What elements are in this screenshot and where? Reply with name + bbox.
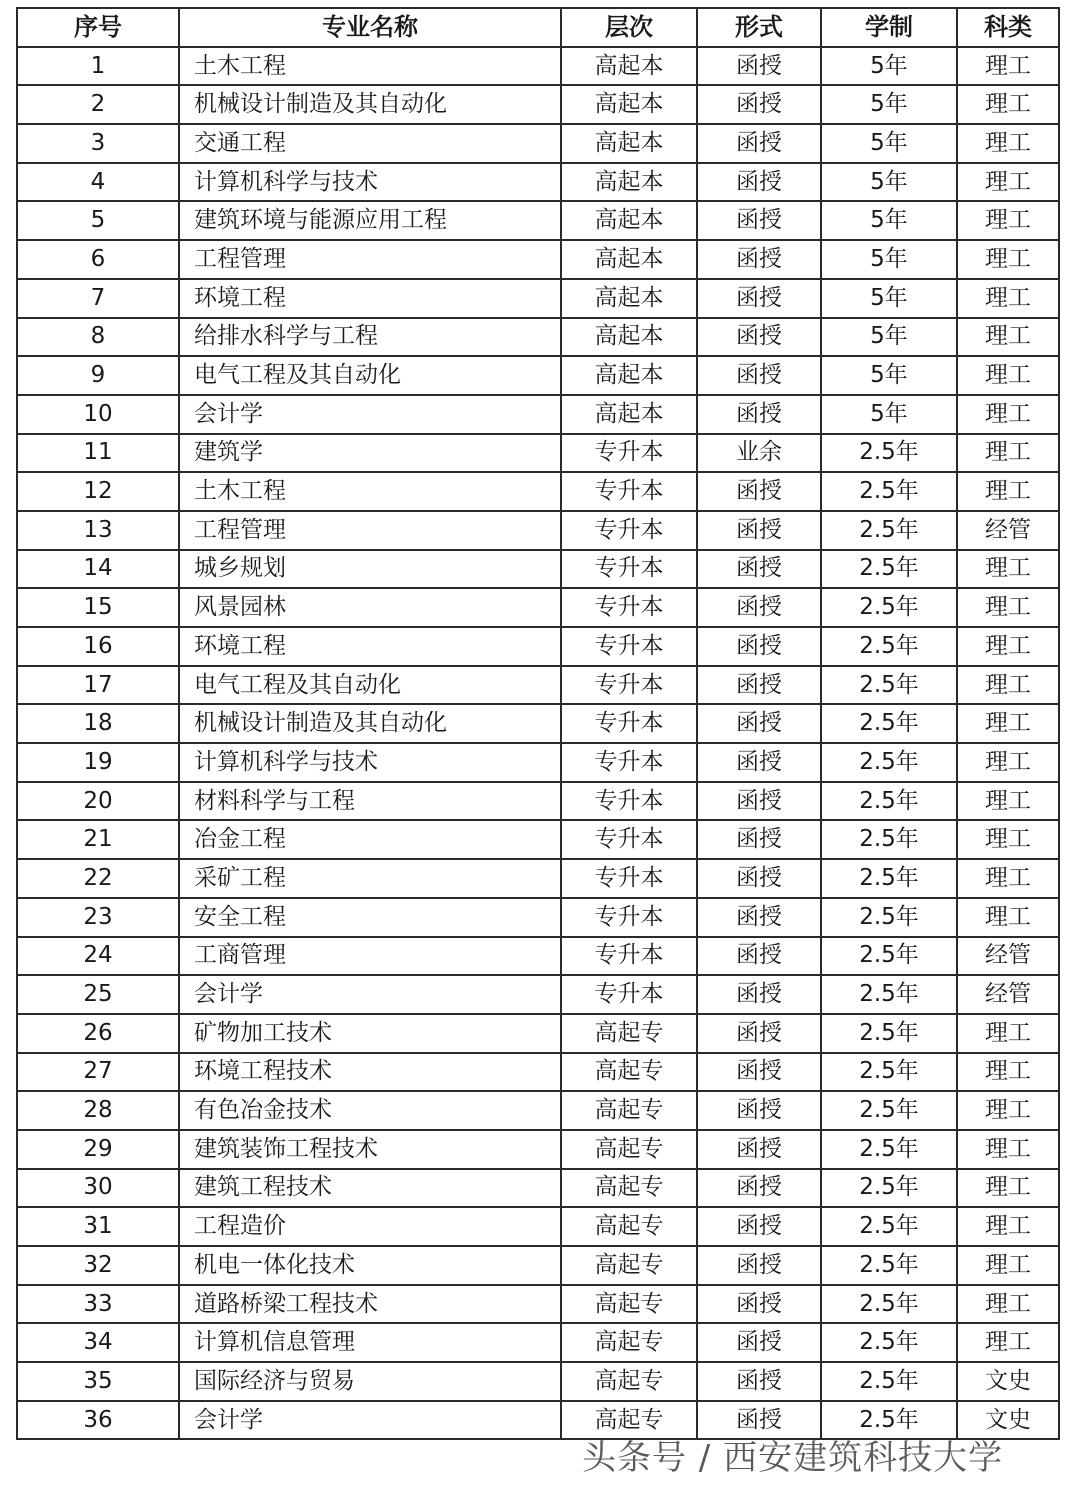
cell-form: 函授 bbox=[697, 937, 821, 976]
cell-major-name: 风景园林 bbox=[179, 588, 561, 627]
cell-form: 函授 bbox=[697, 1053, 821, 1092]
cell-duration: 5年 bbox=[821, 356, 957, 395]
cell-form: 函授 bbox=[697, 1401, 821, 1440]
cell-duration: 2.5年 bbox=[821, 666, 957, 705]
cell-level: 高起专 bbox=[561, 1169, 697, 1208]
cell-major-name: 环境工程 bbox=[179, 627, 561, 666]
cell-index: 8 bbox=[17, 318, 179, 357]
cell-duration: 2.5年 bbox=[821, 1130, 957, 1169]
cell-index: 27 bbox=[17, 1053, 179, 1092]
cell-category: 理工 bbox=[957, 1014, 1059, 1053]
cell-category: 理工 bbox=[957, 124, 1059, 163]
cell-duration: 2.5年 bbox=[821, 627, 957, 666]
cell-index: 24 bbox=[17, 937, 179, 976]
cell-duration: 2.5年 bbox=[821, 937, 957, 976]
table-row bbox=[17, 472, 1059, 511]
cell-duration: 2.5年 bbox=[821, 511, 957, 550]
cell-index: 13 bbox=[17, 511, 179, 550]
cell-form: 函授 bbox=[697, 1130, 821, 1169]
cell-form: 函授 bbox=[697, 627, 821, 666]
cell-form: 函授 bbox=[697, 1014, 821, 1053]
cell-form: 函授 bbox=[697, 395, 821, 434]
cell-index: 5 bbox=[17, 201, 179, 240]
cell-index: 21 bbox=[17, 820, 179, 859]
cell-index: 16 bbox=[17, 627, 179, 666]
cell-duration: 2.5年 bbox=[821, 1207, 957, 1246]
cell-duration: 5年 bbox=[821, 318, 957, 357]
cell-major-name: 会计学 bbox=[179, 1401, 561, 1440]
table-row bbox=[17, 47, 1059, 86]
cell-index: 3 bbox=[17, 124, 179, 163]
cell-index: 17 bbox=[17, 666, 179, 705]
cell-major-name: 工商管理 bbox=[179, 937, 561, 976]
cell-duration: 2.5年 bbox=[821, 550, 957, 589]
table-header-row bbox=[17, 8, 1059, 47]
cell-duration: 5年 bbox=[821, 163, 957, 202]
cell-category: 理工 bbox=[957, 163, 1059, 202]
table-row bbox=[17, 279, 1059, 318]
cell-level: 高起本 bbox=[561, 395, 697, 434]
cell-level: 专升本 bbox=[561, 898, 697, 937]
cell-index: 29 bbox=[17, 1130, 179, 1169]
cell-form: 函授 bbox=[697, 1169, 821, 1208]
cell-level: 高起本 bbox=[561, 240, 697, 279]
cell-form: 函授 bbox=[697, 898, 821, 937]
cell-index: 1 bbox=[17, 47, 179, 86]
cell-major-name: 电气工程及其自动化 bbox=[179, 666, 561, 705]
table-row bbox=[17, 820, 1059, 859]
table-row bbox=[17, 666, 1059, 705]
cell-form: 函授 bbox=[697, 47, 821, 86]
cell-level: 高起专 bbox=[561, 1053, 697, 1092]
cell-major-name: 有色冶金技术 bbox=[179, 1091, 561, 1130]
cell-level: 高起本 bbox=[561, 124, 697, 163]
cell-major-name: 电气工程及其自动化 bbox=[179, 356, 561, 395]
table-row bbox=[17, 1207, 1059, 1246]
cell-category: 理工 bbox=[957, 85, 1059, 124]
table-row bbox=[17, 937, 1059, 976]
cell-duration: 2.5年 bbox=[821, 1323, 957, 1362]
table-row bbox=[17, 356, 1059, 395]
cell-index: 32 bbox=[17, 1246, 179, 1285]
cell-level: 高起本 bbox=[561, 201, 697, 240]
cell-major-name: 会计学 bbox=[179, 395, 561, 434]
cell-level: 专升本 bbox=[561, 511, 697, 550]
cell-form: 函授 bbox=[697, 240, 821, 279]
table-row bbox=[17, 550, 1059, 589]
table-row bbox=[17, 434, 1059, 473]
cell-level: 高起专 bbox=[561, 1401, 697, 1440]
cell-level: 专升本 bbox=[561, 743, 697, 782]
cell-major-name: 道路桥梁工程技术 bbox=[179, 1285, 561, 1324]
majors-table-container bbox=[16, 7, 1058, 1440]
cell-index: 30 bbox=[17, 1169, 179, 1208]
cell-index: 11 bbox=[17, 434, 179, 473]
cell-duration: 2.5年 bbox=[821, 782, 957, 821]
cell-form: 函授 bbox=[697, 588, 821, 627]
cell-form: 函授 bbox=[697, 975, 821, 1014]
cell-index: 2 bbox=[17, 85, 179, 124]
header-form: 形式 bbox=[697, 8, 821, 47]
cell-category: 理工 bbox=[957, 704, 1059, 743]
cell-duration: 2.5年 bbox=[821, 743, 957, 782]
cell-category: 理工 bbox=[957, 240, 1059, 279]
cell-category: 文史 bbox=[957, 1401, 1059, 1440]
cell-level: 专升本 bbox=[561, 820, 697, 859]
cell-category: 理工 bbox=[957, 356, 1059, 395]
table-row bbox=[17, 588, 1059, 627]
cell-major-name: 计算机科学与技术 bbox=[179, 163, 561, 202]
cell-index: 36 bbox=[17, 1401, 179, 1440]
header-index: 序号 bbox=[17, 8, 179, 47]
cell-category: 文史 bbox=[957, 1362, 1059, 1401]
cell-index: 6 bbox=[17, 240, 179, 279]
cell-category: 理工 bbox=[957, 1053, 1059, 1092]
cell-level: 高起专 bbox=[561, 1323, 697, 1362]
cell-level: 专升本 bbox=[561, 782, 697, 821]
cell-index: 12 bbox=[17, 472, 179, 511]
cell-index: 28 bbox=[17, 1091, 179, 1130]
table-row bbox=[17, 743, 1059, 782]
cell-form: 函授 bbox=[697, 124, 821, 163]
cell-duration: 2.5年 bbox=[821, 820, 957, 859]
cell-duration: 2.5年 bbox=[821, 1091, 957, 1130]
cell-duration: 5年 bbox=[821, 240, 957, 279]
table-row bbox=[17, 898, 1059, 937]
cell-major-name: 建筑工程技术 bbox=[179, 1169, 561, 1208]
table-row bbox=[17, 124, 1059, 163]
cell-major-name: 环境工程技术 bbox=[179, 1053, 561, 1092]
cell-index: 14 bbox=[17, 550, 179, 589]
cell-form: 函授 bbox=[697, 279, 821, 318]
cell-level: 专升本 bbox=[561, 975, 697, 1014]
watermark-text: 头条号 / 西安建筑科技大学 bbox=[582, 1438, 1004, 1478]
cell-level: 专升本 bbox=[561, 434, 697, 473]
cell-level: 高起专 bbox=[561, 1014, 697, 1053]
cell-duration: 2.5年 bbox=[821, 1169, 957, 1208]
cell-major-name: 机械设计制造及其自动化 bbox=[179, 85, 561, 124]
cell-duration: 5年 bbox=[821, 85, 957, 124]
cell-category: 理工 bbox=[957, 859, 1059, 898]
cell-category: 理工 bbox=[957, 550, 1059, 589]
cell-level: 高起专 bbox=[561, 1285, 697, 1324]
cell-category: 理工 bbox=[957, 1130, 1059, 1169]
cell-duration: 2.5年 bbox=[821, 1246, 957, 1285]
cell-form: 函授 bbox=[697, 1362, 821, 1401]
cell-index: 10 bbox=[17, 395, 179, 434]
cell-major-name: 工程管理 bbox=[179, 511, 561, 550]
table-row bbox=[17, 201, 1059, 240]
table-row bbox=[17, 1323, 1059, 1362]
cell-level: 专升本 bbox=[561, 588, 697, 627]
table-row bbox=[17, 511, 1059, 550]
cell-level: 高起专 bbox=[561, 1207, 697, 1246]
cell-category: 理工 bbox=[957, 395, 1059, 434]
table-row bbox=[17, 85, 1059, 124]
cell-category: 经管 bbox=[957, 937, 1059, 976]
cell-major-name: 土木工程 bbox=[179, 472, 561, 511]
cell-major-name: 建筑装饰工程技术 bbox=[179, 1130, 561, 1169]
cell-major-name: 环境工程 bbox=[179, 279, 561, 318]
table-row bbox=[17, 1169, 1059, 1208]
cell-major-name: 交通工程 bbox=[179, 124, 561, 163]
cell-form: 函授 bbox=[697, 1323, 821, 1362]
cell-form: 业余 bbox=[697, 434, 821, 473]
cell-category: 理工 bbox=[957, 201, 1059, 240]
cell-index: 23 bbox=[17, 898, 179, 937]
cell-level: 高起本 bbox=[561, 356, 697, 395]
cell-level: 专升本 bbox=[561, 627, 697, 666]
cell-major-name: 土木工程 bbox=[179, 47, 561, 86]
cell-form: 函授 bbox=[697, 743, 821, 782]
cell-duration: 5年 bbox=[821, 47, 957, 86]
cell-index: 19 bbox=[17, 743, 179, 782]
cell-major-name: 冶金工程 bbox=[179, 820, 561, 859]
cell-form: 函授 bbox=[697, 782, 821, 821]
cell-category: 理工 bbox=[957, 627, 1059, 666]
cell-level: 专升本 bbox=[561, 550, 697, 589]
cell-category: 理工 bbox=[957, 1207, 1059, 1246]
cell-form: 函授 bbox=[697, 820, 821, 859]
cell-duration: 5年 bbox=[821, 395, 957, 434]
cell-level: 高起专 bbox=[561, 1130, 697, 1169]
cell-duration: 2.5年 bbox=[821, 1285, 957, 1324]
cell-category: 经管 bbox=[957, 975, 1059, 1014]
header-duration: 学制 bbox=[821, 8, 957, 47]
cell-index: 25 bbox=[17, 975, 179, 1014]
cell-duration: 2.5年 bbox=[821, 1014, 957, 1053]
cell-duration: 2.5年 bbox=[821, 704, 957, 743]
majors-table bbox=[16, 7, 1060, 1440]
cell-category: 理工 bbox=[957, 1323, 1059, 1362]
cell-category: 理工 bbox=[957, 1285, 1059, 1324]
cell-major-name: 建筑学 bbox=[179, 434, 561, 473]
table-row bbox=[17, 1053, 1059, 1092]
cell-form: 函授 bbox=[697, 201, 821, 240]
cell-duration: 2.5年 bbox=[821, 975, 957, 1014]
cell-duration: 2.5年 bbox=[821, 588, 957, 627]
cell-form: 函授 bbox=[697, 859, 821, 898]
cell-index: 22 bbox=[17, 859, 179, 898]
table-body bbox=[17, 47, 1059, 1440]
cell-category: 理工 bbox=[957, 1169, 1059, 1208]
table-row bbox=[17, 163, 1059, 202]
cell-category: 理工 bbox=[957, 279, 1059, 318]
cell-index: 20 bbox=[17, 782, 179, 821]
cell-level: 高起专 bbox=[561, 1246, 697, 1285]
cell-index: 9 bbox=[17, 356, 179, 395]
cell-major-name: 会计学 bbox=[179, 975, 561, 1014]
cell-level: 高起本 bbox=[561, 279, 697, 318]
cell-form: 函授 bbox=[697, 1285, 821, 1324]
cell-major-name: 工程造价 bbox=[179, 1207, 561, 1246]
cell-form: 函授 bbox=[697, 511, 821, 550]
cell-form: 函授 bbox=[697, 163, 821, 202]
cell-form: 函授 bbox=[697, 356, 821, 395]
cell-category: 理工 bbox=[957, 782, 1059, 821]
table-row bbox=[17, 859, 1059, 898]
cell-major-name: 材料科学与工程 bbox=[179, 782, 561, 821]
cell-index: 33 bbox=[17, 1285, 179, 1324]
cell-major-name: 机械设计制造及其自动化 bbox=[179, 704, 561, 743]
cell-duration: 2.5年 bbox=[821, 859, 957, 898]
table-row bbox=[17, 1091, 1059, 1130]
table-row bbox=[17, 318, 1059, 357]
table-row bbox=[17, 1014, 1059, 1053]
cell-index: 26 bbox=[17, 1014, 179, 1053]
cell-major-name: 工程管理 bbox=[179, 240, 561, 279]
cell-form: 函授 bbox=[697, 472, 821, 511]
cell-level: 高起本 bbox=[561, 318, 697, 357]
cell-duration: 2.5年 bbox=[821, 1362, 957, 1401]
cell-level: 专升本 bbox=[561, 666, 697, 705]
cell-category: 理工 bbox=[957, 472, 1059, 511]
cell-index: 4 bbox=[17, 163, 179, 202]
cell-form: 函授 bbox=[697, 318, 821, 357]
cell-major-name: 矿物加工技术 bbox=[179, 1014, 561, 1053]
cell-category: 理工 bbox=[957, 666, 1059, 705]
cell-category: 理工 bbox=[957, 588, 1059, 627]
table-row bbox=[17, 782, 1059, 821]
table-row bbox=[17, 1246, 1059, 1285]
header-level: 层次 bbox=[561, 8, 697, 47]
cell-category: 理工 bbox=[957, 820, 1059, 859]
cell-duration: 5年 bbox=[821, 201, 957, 240]
cell-category: 理工 bbox=[957, 1246, 1059, 1285]
cell-category: 经管 bbox=[957, 511, 1059, 550]
cell-level: 专升本 bbox=[561, 937, 697, 976]
table-row bbox=[17, 1362, 1059, 1401]
cell-form: 函授 bbox=[697, 1207, 821, 1246]
table-row bbox=[17, 704, 1059, 743]
header-category: 科类 bbox=[957, 8, 1059, 47]
cell-major-name: 采矿工程 bbox=[179, 859, 561, 898]
cell-category: 理工 bbox=[957, 434, 1059, 473]
cell-major-name: 机电一体化技术 bbox=[179, 1246, 561, 1285]
cell-major-name: 计算机科学与技术 bbox=[179, 743, 561, 782]
cell-form: 函授 bbox=[697, 704, 821, 743]
cell-level: 专升本 bbox=[561, 859, 697, 898]
cell-index: 15 bbox=[17, 588, 179, 627]
cell-index: 34 bbox=[17, 1323, 179, 1362]
cell-form: 函授 bbox=[697, 1091, 821, 1130]
table-row bbox=[17, 1285, 1059, 1324]
cell-duration: 5年 bbox=[821, 124, 957, 163]
cell-major-name: 城乡规划 bbox=[179, 550, 561, 589]
cell-duration: 2.5年 bbox=[821, 434, 957, 473]
cell-level: 高起专 bbox=[561, 1362, 697, 1401]
cell-major-name: 给排水科学与工程 bbox=[179, 318, 561, 357]
cell-major-name: 安全工程 bbox=[179, 898, 561, 937]
cell-duration: 5年 bbox=[821, 279, 957, 318]
table-row bbox=[17, 627, 1059, 666]
table-row bbox=[17, 975, 1059, 1014]
cell-major-name: 计算机信息管理 bbox=[179, 1323, 561, 1362]
cell-level: 专升本 bbox=[561, 472, 697, 511]
cell-index: 31 bbox=[17, 1207, 179, 1246]
cell-major-name: 国际经济与贸易 bbox=[179, 1362, 561, 1401]
cell-level: 高起本 bbox=[561, 47, 697, 86]
cell-level: 高起本 bbox=[561, 85, 697, 124]
cell-index: 35 bbox=[17, 1362, 179, 1401]
cell-duration: 2.5年 bbox=[821, 898, 957, 937]
cell-category: 理工 bbox=[957, 47, 1059, 86]
cell-category: 理工 bbox=[957, 318, 1059, 357]
cell-duration: 2.5年 bbox=[821, 1053, 957, 1092]
cell-category: 理工 bbox=[957, 743, 1059, 782]
cell-category: 理工 bbox=[957, 898, 1059, 937]
table-row bbox=[17, 395, 1059, 434]
cell-level: 高起本 bbox=[561, 163, 697, 202]
cell-form: 函授 bbox=[697, 666, 821, 705]
cell-level: 高起专 bbox=[561, 1091, 697, 1130]
cell-form: 函授 bbox=[697, 85, 821, 124]
table-row bbox=[17, 1130, 1059, 1169]
cell-level: 专升本 bbox=[561, 704, 697, 743]
table-row bbox=[17, 240, 1059, 279]
cell-major-name: 建筑环境与能源应用工程 bbox=[179, 201, 561, 240]
cell-form: 函授 bbox=[697, 1246, 821, 1285]
cell-index: 18 bbox=[17, 704, 179, 743]
cell-index: 7 bbox=[17, 279, 179, 318]
header-major-name: 专业名称 bbox=[179, 8, 561, 47]
cell-duration: 2.5年 bbox=[821, 1401, 957, 1440]
cell-duration: 2.5年 bbox=[821, 472, 957, 511]
cell-category: 理工 bbox=[957, 1091, 1059, 1130]
cell-form: 函授 bbox=[697, 550, 821, 589]
